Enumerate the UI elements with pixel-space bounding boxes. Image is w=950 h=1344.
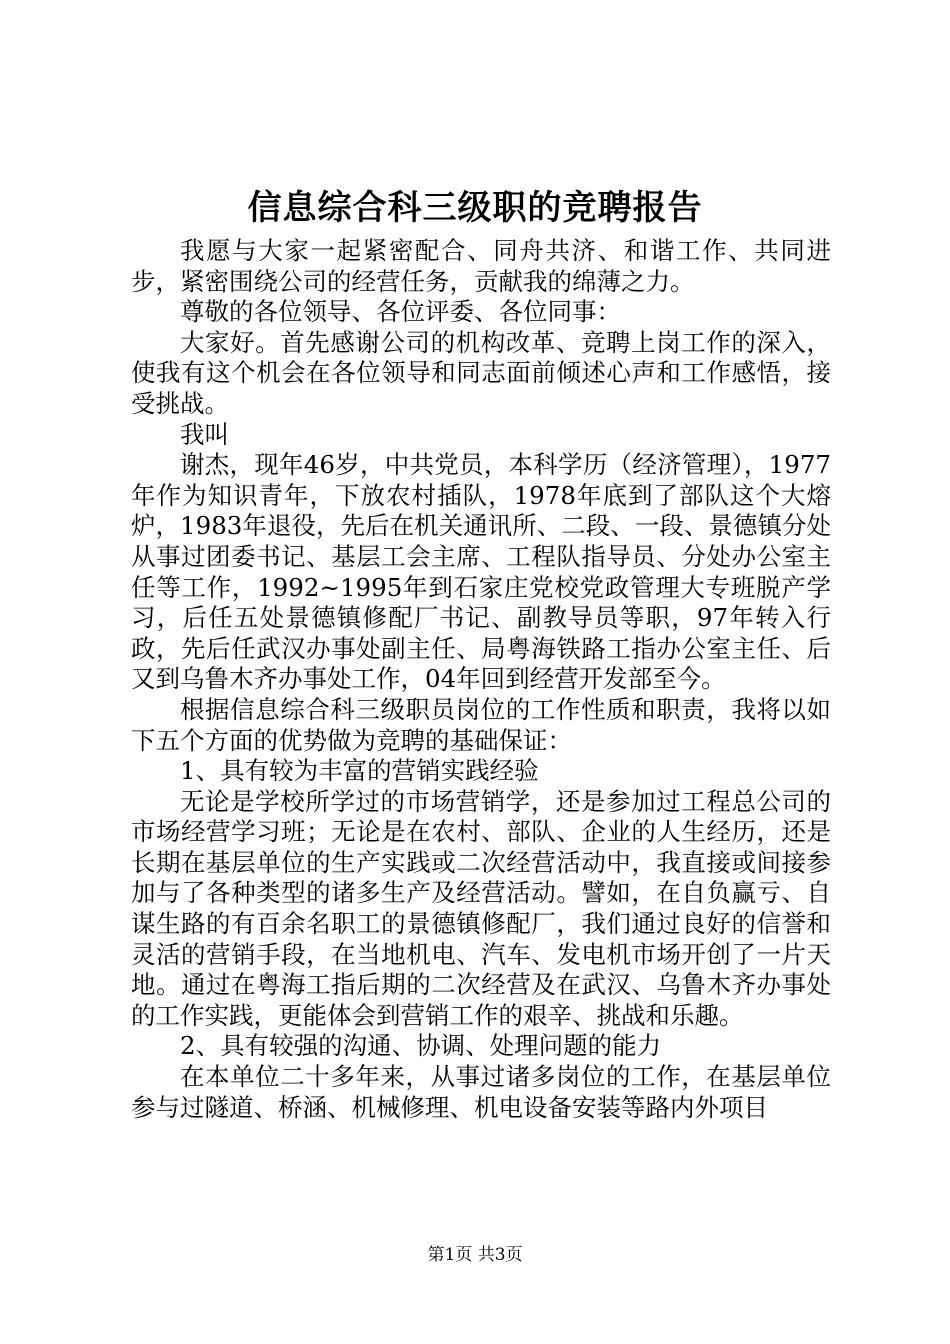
paragraph-salutation: 尊敬的各位领导、各位评委、各位同事： xyxy=(180,297,621,327)
paragraph-closing-wish: 我愿与大家一起紧密配合、同舟共济、和谐工作、共同进步，紧密围绕公司的经营任务，贡献我的绵薄之力。 xyxy=(131,236,831,296)
paragraph-personal-history: 谢杰，现年46岁，中共党员，本科学历（经济管理），1977年作为知识青年，下放农村插队，1978年底到了部队这个大熔炉，1983年退役，先后在机关通讯所、二段、一段、景德镇分处从事过团委书记、基层工会主席、工程队指导员、分处办公室主任等工作，1992~1995年到石家庄党校党政管理大专班脱产学习，后任五处景德镇修配厂书记、副教导员等职，97年转入行政，先后任武汉办事处副主任、局粤海铁路工指办公室主任、后又到乌鲁木齐办事处工作，04年回到经营开发部至今。 xyxy=(131,450,831,694)
paragraph-advantages-intro: 根据信息综合科三级职员岗位的工作性质和职责，我将以如下五个方面的优势做为竞聘的基础保证： xyxy=(131,694,831,755)
paragraph-name-intro: 我叫 xyxy=(180,419,229,449)
document-body xyxy=(131,236,831,1123)
section-heading-marketing-experience: 1、具有较为丰富的营销实践经验 xyxy=(180,756,539,786)
paragraph-greeting: 大家好。首先感谢公司的机构改革、竞聘上岗工作的深入，使我有这个机会在各位领导和同志面前倾述心声和工作感悟，接受挑战。 xyxy=(131,327,831,418)
document-title: 信息综合科三级职的竞聘报告 xyxy=(247,188,703,228)
paragraph-marketing-experience: 无论是学校所学过的市场营销学，还是参加过工程总公司的市场经营学习班；无论是在农村、部队、企业的人生经历，还是长期在基层单位的生产实践或二次经营活动中，我直接或间接参加与了各种类型的诸多生产及经营活动。譬如，在自负赢亏、自谋生路的有百余名职工的景德镇修配厂，我们通过良好的信誉和灵活的营销手段，在当地机电、汽车、发电机市场开创了一片天地。通过在粤海工指后期的二次经营及在武汉、乌鲁木齐办事处的工作实践，更能体会到营销工作的艰辛、挑战和乐趣。 xyxy=(131,786,831,1030)
paragraph-communication-ability: 在本单位二十多年来，从事过诸多岗位的工作，在基层单位参与过隧道、桥涵、机械修理、机电设备安装等路内外项目 xyxy=(131,1062,831,1122)
section-heading-communication-ability: 2、具有较强的沟通、协调、处理问题的能力 xyxy=(180,1031,662,1061)
page-footer: 第1页 共3页 xyxy=(427,1245,523,1265)
